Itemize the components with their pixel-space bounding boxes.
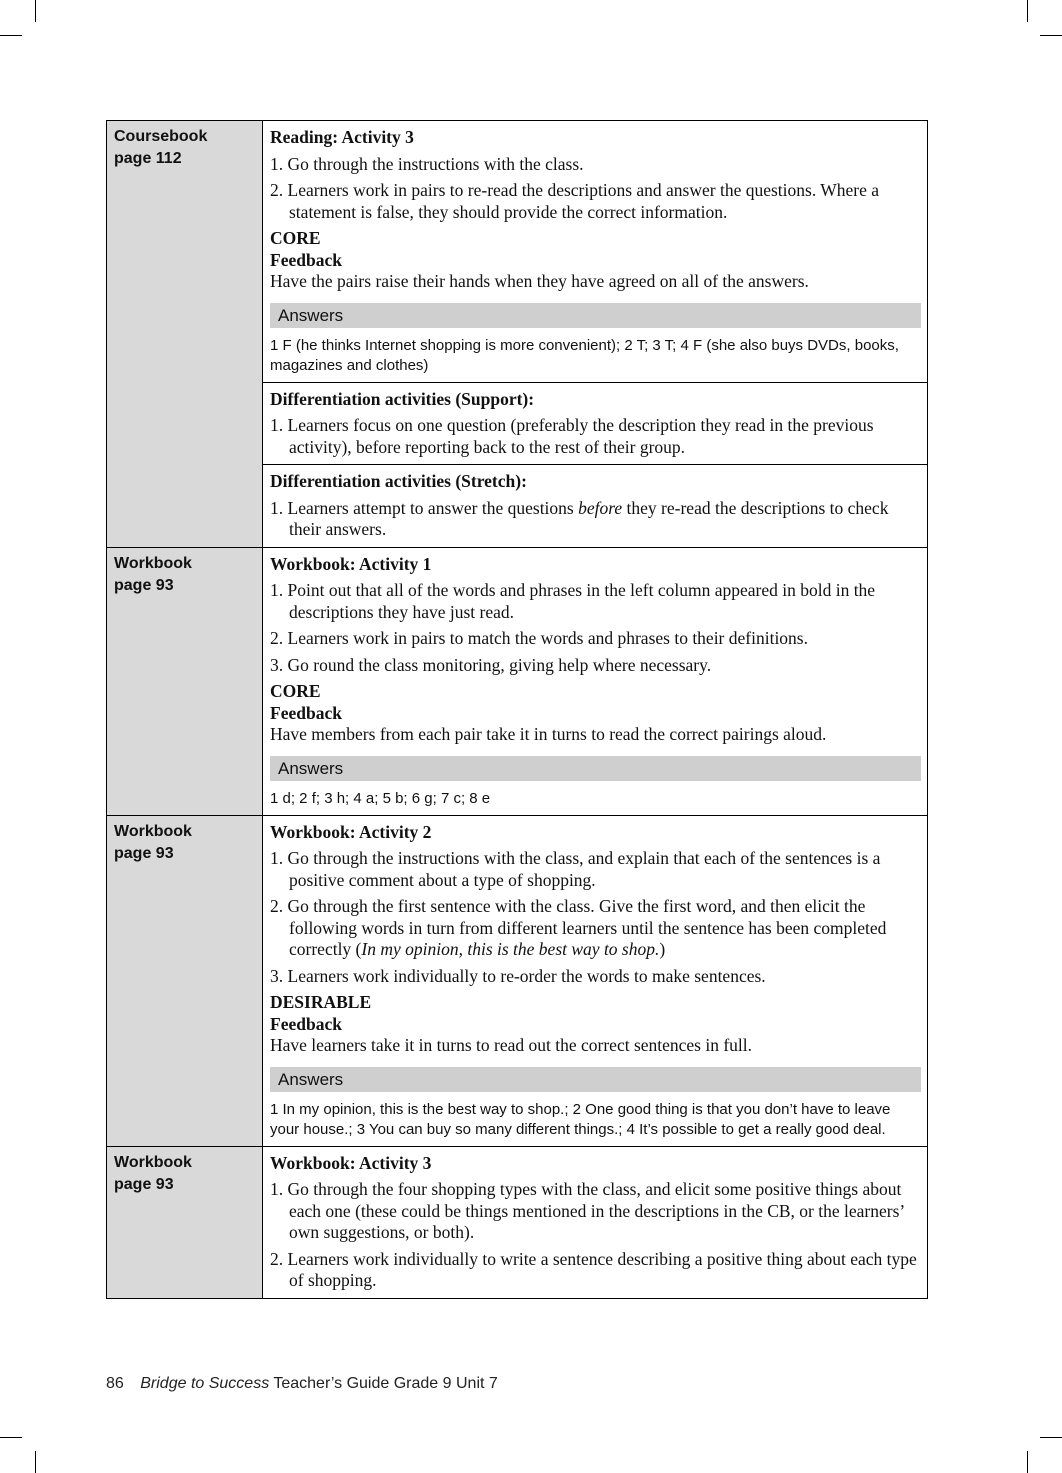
activity-heading: Workbook: Activity 1 (270, 553, 432, 574)
step-item: 1. Learners focus on one question (preferably the description they read in the previous activity), before reporting back to the rest of their group. (270, 415, 874, 457)
step-text: ) (659, 939, 666, 959)
answers-text: 1 F (he thinks Internet shopping is more convenient); 2 T; 3 T; 4 F (she also buys DVDs, books, magazines and clothes) (270, 336, 899, 374)
step-item (270, 896, 921, 961)
feedback-text: Have members from each pair take it in turns to read the correct pairings aloud. (270, 724, 827, 744)
activity-cell (263, 547, 928, 815)
step-item: 1. Go through the instructions with the class, and explain that each of the sentences is a positive comment about a type of shopping. (270, 848, 881, 890)
crop-mark (35, 0, 36, 22)
crop-mark (1027, 1451, 1028, 1473)
reference-page: page 93 (114, 576, 174, 594)
book-title: Teacher’s Guide Grade 9 Unit 7 (273, 1375, 498, 1392)
step-text: they re-read the descriptions to check their answers. (289, 497, 889, 539)
crop-mark (1040, 1437, 1062, 1438)
table-row (107, 1146, 928, 1298)
reference-page: page 112 (114, 150, 182, 167)
feedback-label: Feedback (270, 249, 342, 270)
differentiation-heading: Differentiation activities (Support): (270, 388, 535, 409)
table-row (107, 815, 928, 1146)
table-row (107, 121, 928, 383)
feedback-text: Have the pairs raise their hands when they have agreed on all of the answers. (270, 271, 809, 291)
feedback-label: Feedback (270, 702, 342, 723)
step-item: 1. Point out that all of the words and phrases in the left column appeared in bold in the descriptions they have just read. (270, 580, 876, 622)
crop-mark (0, 35, 22, 36)
step-item: 1. Go through the instructions with the class. (270, 153, 584, 174)
differentiation-heading: Differentiation activities (Stretch): (270, 471, 527, 491)
answers-text: 1 In my opinion, this is the best way to shop.; 2 One good thing is that you don’t have to leave your house.; 3 You can buy so many different things.; 4 It’s possible to get a really good deal. (270, 1100, 891, 1138)
activity-cell (263, 815, 928, 1146)
activity-cell (263, 121, 928, 383)
answers-header: Answers (270, 1067, 921, 1092)
activity-heading: Reading: Activity 3 (270, 127, 414, 147)
level-label: CORE (270, 681, 321, 701)
activity-heading: Workbook: Activity 3 (270, 1152, 432, 1173)
activity-heading: Workbook: Activity 2 (270, 821, 432, 842)
page-number: 86 (106, 1375, 124, 1392)
step-text: 1. Learners attempt to answer the questions (270, 497, 579, 518)
step-item: 1. Go through the four shopping types with the class, and elicit some positive things about each one (these could be things mentioned in the descriptions in the CB, or the learners’ own suggestions, or both). (270, 1179, 904, 1242)
reference-cell (107, 1146, 263, 1298)
activity-cell (263, 1146, 928, 1298)
page-footer (106, 1375, 498, 1393)
lesson-table (106, 120, 928, 1299)
level-label: CORE (270, 228, 321, 248)
feedback-label: Feedback (270, 1013, 342, 1034)
step-item: 2. Learners work in pairs to re-read the descriptions and answer the questions. Where a statement is false, they should provide the correct information. (270, 180, 880, 222)
reference-book: Coursebook (114, 128, 208, 145)
crop-mark (1040, 35, 1062, 36)
book-series: Bridge to Success (140, 1375, 270, 1392)
answers-text: 1 d; 2 f; 3 h; 4 a; 5 b; 6 g; 7 c; 8 e (270, 789, 491, 807)
step-item: 3. Go round the class monitoring, giving help where necessary. (270, 654, 712, 675)
crop-mark (0, 1437, 22, 1438)
step-item: 2. Learners work individually to write a sentence describing a positive thing about each type of shopping. (270, 1248, 917, 1290)
reference-page: page 93 (114, 844, 174, 862)
reference-book: Workbook (114, 822, 192, 840)
step-item (270, 498, 921, 541)
step-item: 2. Learners work in pairs to match the words and phrases to their definitions. (270, 628, 808, 648)
step-text: 2. Go through the first sentence with the class. Give the first word, and then elicit the following words in turn from different learners until the sentence has been completed correctly ( (270, 896, 887, 959)
crop-mark (1027, 0, 1028, 22)
table-row (107, 547, 928, 815)
crop-mark (35, 1451, 36, 1473)
step-emphasis: In my opinion, this is the best way to shop. (361, 939, 660, 959)
reference-cell (107, 547, 263, 815)
reference-cell (107, 815, 263, 1146)
answers-header: Answers (270, 756, 921, 781)
answers-header: Answers (270, 303, 921, 328)
reference-cell (107, 121, 263, 548)
level-label: DESIRABLE (270, 992, 372, 1012)
feedback-text: Have learners take it in turns to read out the correct sentences in full. (270, 1035, 753, 1055)
reference-book: Workbook (114, 1153, 192, 1171)
differentiation-support-cell (263, 382, 928, 465)
step-emphasis: before (578, 497, 623, 518)
reference-book: Workbook (114, 554, 192, 572)
differentiation-stretch-cell (263, 465, 928, 548)
reference-page: page 93 (114, 1175, 174, 1193)
step-item: 3. Learners work individually to re-order the words to make sentences. (270, 965, 766, 986)
